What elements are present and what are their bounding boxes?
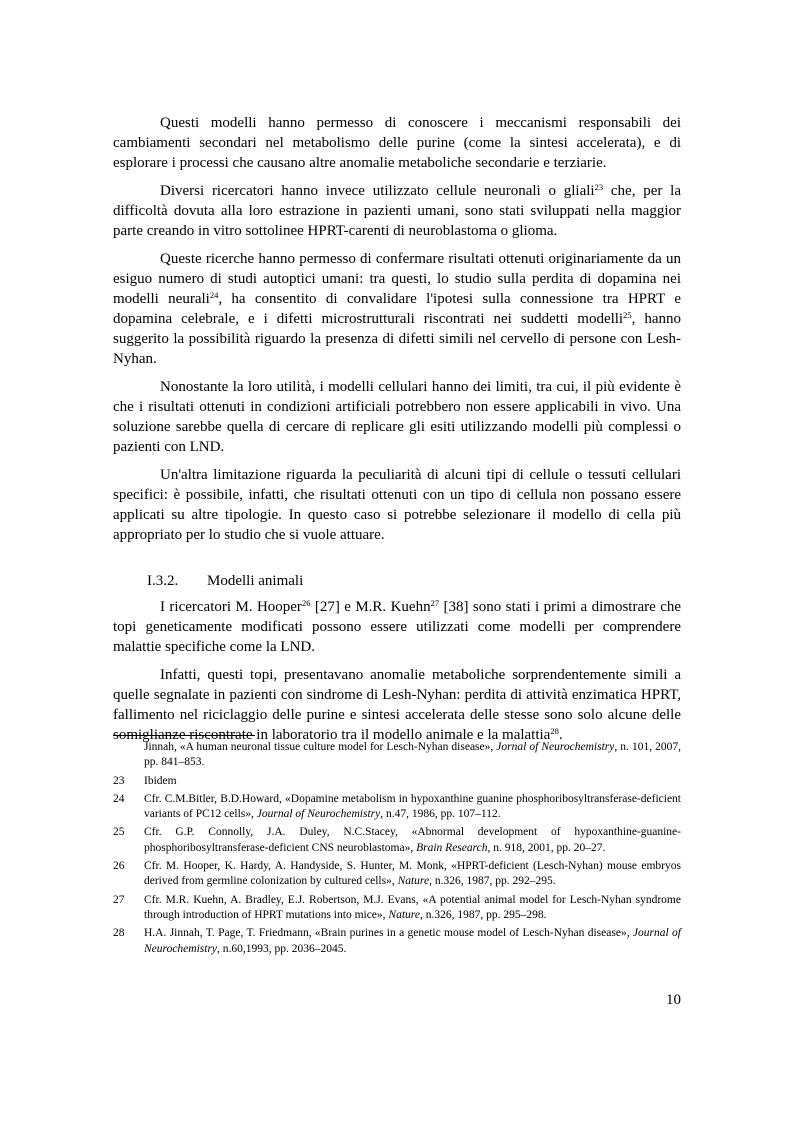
footnote-ref: 27	[430, 598, 440, 608]
paragraph-text: Queste ricerche hanno permesso di confermare risultati ottenuti originariamente da un esiguo numero di studi autoptici umani: tra questi, lo studio sulla perdita di dopamina nei modelli neurali	[113, 251, 681, 307]
paragraph	[113, 249, 681, 369]
footnote-text: , n.47, 1986, pp. 107–112.	[380, 808, 501, 821]
paragraph-text: I ricercatori M. Hooper	[160, 599, 302, 615]
footnote	[113, 859, 681, 890]
footnote-text: n.326, 1987, pp. 295–298.	[422, 908, 547, 921]
footnote-number: 26	[113, 860, 125, 873]
footnote-text: Jinnah, «A human neuronal tissue culture model for Lesch-Nyhan disease»,	[144, 741, 497, 753]
paragraph	[113, 113, 681, 173]
paragraph	[113, 665, 681, 745]
footnote-journal: Jornal of Neurochemistry	[496, 741, 615, 753]
paragraph	[113, 181, 681, 241]
paragraph-text: , hanno suggerito la possibilità riguardo la presenza di difetti simili nel cervello di persone con Lesh-Nyhan.	[113, 311, 681, 367]
footnote-text: Cfr. M. Hooper, K. Hardy, A. Handyside, S. Hunter, M. Monk, «HPRT-deficient (Lesch-Nyhan) mouse embryos derived from germline colonization by cultured cells»,	[144, 860, 681, 888]
footnote-text: n.326, 1987, pp. 292–295.	[431, 875, 556, 888]
paragraph-text: , ha consentito di convalidare l'ipotesi sulla connessione tra HPRT e dopamina celebrale, e i difetti microstrutturali riscontrati nei suddetti modelli	[113, 291, 681, 327]
footnote-ref: 28	[550, 726, 559, 736]
footnote-journal: Journal of Neurochemistry	[144, 927, 681, 955]
footnotes	[113, 740, 681, 960]
body-text	[113, 113, 681, 753]
paragraph-text: Nonostante la loro utilità, i modelli cellulari hanno dei limiti, tra cui, il più evidente è che i risultati ottenuti in condizioni artificiali potrebbero non essere applicabili in vivo. Una soluzione sarebbe quella di cercare di replicare gli esiti utilizzando modelli più complessi o pazienti con LND.	[113, 379, 681, 455]
footnote-journal: Journal of Neurochemistry	[256, 808, 381, 821]
footnote-ref: 24	[209, 290, 219, 300]
section-title: Modelli animali	[207, 573, 304, 589]
paragraph	[113, 597, 681, 657]
footnote-number: 28	[113, 927, 125, 940]
footnote	[113, 825, 681, 856]
footnote-number: 25	[113, 826, 125, 839]
footnote-ref: 25	[623, 310, 632, 320]
footnote-text: , n.60,1993, pp. 2036–2045.	[217, 942, 347, 955]
footnote-journal: Nature,	[388, 908, 423, 921]
paragraph-text: Diversi ricercatori hanno invece utilizzato cellule neuronali o gliali	[160, 183, 595, 199]
footnote-text: , n. 101, 2007, pp. 841–853.	[144, 741, 681, 769]
section-number: I.3.2.	[147, 573, 179, 589]
footnote-text: Cfr. M.R. Kuehn, A. Bradley, E.J. Robertson, M.J. Evans, «A potential animal model for Lesch-Nyhan syndrome through introduction of HPRT mutations into mice»,	[144, 893, 681, 921]
footnote-number: 27	[113, 893, 125, 906]
paragraph-text: [38] sono stati i primi a dimostrare che topi geneticamente modificati possono essere utilizzati come modelli per comprendere malattie specifiche come la LND.	[113, 599, 682, 655]
paragraph-text: Questi modelli hanno permesso di conoscere i meccanismi responsabili dei cambiamenti secondari nel metabolismo delle purine (come la sintesi accelerata), e di esplorare i processi che causano altre anomalie metaboliche secondarie e terziarie.	[113, 115, 681, 171]
paragraph-text: .	[558, 727, 563, 743]
footnote	[113, 926, 681, 957]
footnote-ref: 23	[594, 182, 604, 192]
footnote-text: Ibidem	[144, 774, 177, 787]
footnote-journal: Nature,	[397, 875, 432, 888]
footnote-text: H.A. Jinnah, T. Page, T. Friedmann, «Brain purines in a genetic mouse model of Lesch-Nyhan disease»,	[144, 927, 633, 940]
footnote	[113, 774, 681, 789]
paragraph	[113, 377, 681, 457]
footnote-text: Cfr. G.P. Connolly, J.A. Duley, N.C.Stacey, «Abnormal development of hypoxanthine-guanine-phosphoribosyltransferase-deficient CNS neuroblastoma»,	[144, 826, 681, 854]
footnote-separator	[113, 735, 255, 736]
footnote	[113, 740, 681, 771]
paragraph	[113, 465, 681, 545]
footnote	[113, 792, 681, 823]
paragraph-text: che, per la difficoltà dovuta alla loro estrazione in pazienti umani, sono stati sviluppati nella maggior parte creando in vitro sottolinee HPRT-carenti di neuroblastoma o glioma.	[113, 183, 682, 239]
page-number: 10	[666, 992, 681, 1008]
section-heading	[113, 571, 681, 591]
footnote-ref: 26	[301, 598, 311, 608]
footnote-number: 23	[113, 774, 125, 787]
paragraph-text: Infatti, questi topi, presentavano anomalie metaboliche sorprendentemente simili a quelle segnalate in pazienti con sindrome di Lesh-Nyhan: perdita di attività enzimatica HPRT, fallimento nel riciclaggio delle purine e sintesi accelerata delle stesse sono solo alcune delle somiglianze riscontrate in laboratorio tra il modello animale e la malattia	[113, 667, 681, 743]
footnote-text: n. 918, 2001, pp. 20–27.	[490, 841, 606, 854]
footnote-number: 24	[113, 792, 125, 805]
paragraph-text: Un'altra limitazione riguarda la peculiarità di alcuni tipi di cellule o tessuti cellulari specifici: è possibile, infatti, che risultati ottenuti con un tipo di cellula non possano essere applicati su altre tipologie. In questo caso si potrebbe selezionare il modello di cella più appropriato per lo studio che si vuole attuare.	[113, 467, 681, 543]
paragraph-text: [27] e M.R. Kuehn	[310, 599, 431, 615]
footnote-journal: Brain Research,	[416, 841, 491, 854]
footnote-text: Cfr. C.M.Bitler, B.D.Howard, «Dopamine metabolism in hypoxanthine guanine phosphoribosyltransferase-deficient variants of PC12 cells»,	[144, 792, 681, 821]
footnote	[113, 893, 681, 924]
